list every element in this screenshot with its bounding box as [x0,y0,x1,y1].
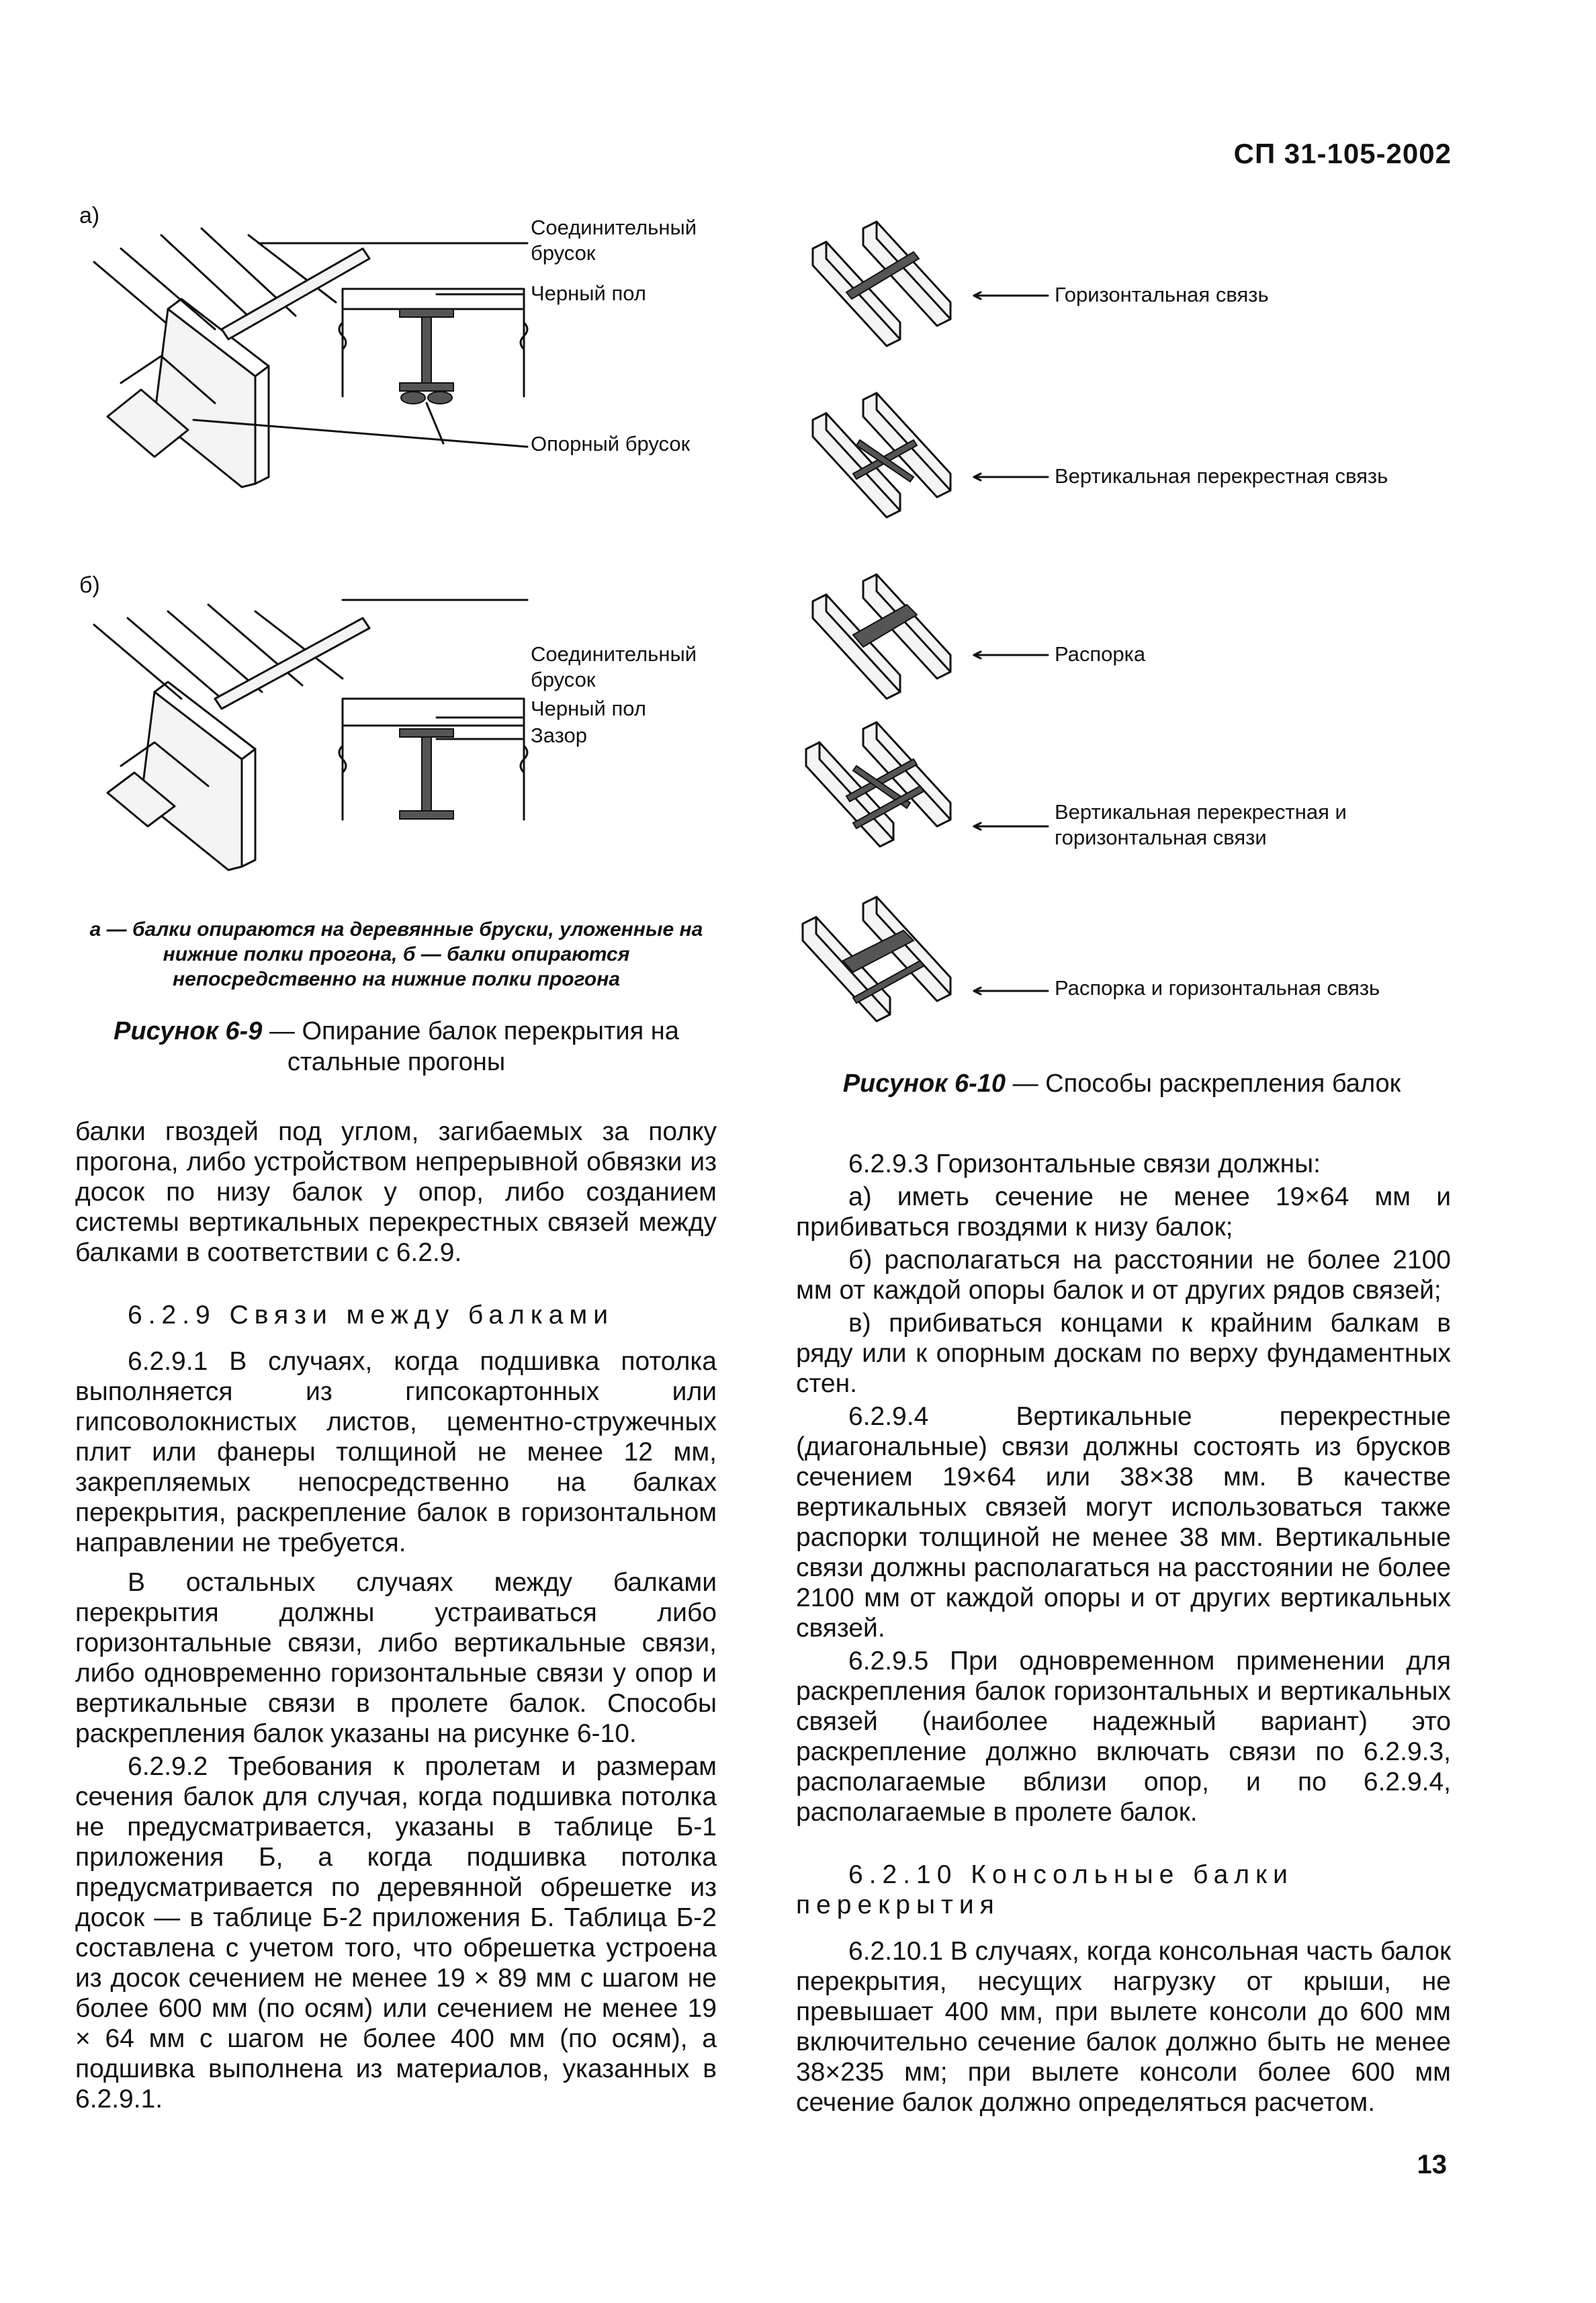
panel-a-label-connector: Соединительный брусок [531,216,697,265]
leader-4 [971,820,1051,833]
figure-6-10-caption [793,1068,1451,1099]
right-column [796,1149,1451,2118]
figure-6-10-label-5: Распорка и горизонтальная связь [1055,976,1380,1000]
figure-6-9a-leaders [416,282,537,309]
document-code: СП 31-105-2002 [1233,138,1452,169]
panel-a-label-support: Опорный брусок [531,432,691,455]
leader-5 [971,984,1051,998]
left-paragraph-continued: балки гвоздей под углом, загибаемых за полку прогона, либо устройством непрерывной обвязки из досок по низу балок у опор, либо созданием системы вертикальных перекрестных связей между балками в соответствии с 6.2.9. [75,1117,717,1267]
leader-1 [971,289,1051,302]
paragraph-6-2-9-5: 6.2.9.5 При одновременном применении для раскрепления балок горизонтальных и вертикальных связей (наиболее надежный вариант) это раскрепление должно включать связи по 6.2.9.3, располагаемые вблизи опор, и по 6.2.9.4, располагаемые в пролете балок. [796,1647,1451,1827]
paragraph-6-2-9-3-b: б) располагаться на расстоянии не более 2100 мм от каждой опоры балок и от других рядов связей; [796,1246,1451,1305]
left-column [75,1117,717,2114]
panel-a-letter: а) [79,203,100,228]
bracing-block-icon [806,574,981,702]
paragraph-6-2-9-3: 6.2.9.3 Горизонтальные связи должны: [848,1149,1321,1178]
panel-b-label-subfloor: Черный пол [531,697,646,720]
figure-6-9-caption-text: — Опирание балок перекрытия на стальные прогоны [262,1017,679,1076]
figure-6-9-caption [71,1016,722,1078]
panel-a-label-subfloor: Черный пол [531,281,646,305]
panel-b-letter: б) [79,572,100,598]
figure-6-10-label-4: Вертикальная перекрестная и горизонтальная связи [1055,800,1347,849]
figure-6-10-caption-number: Рисунок 6-10 [842,1070,1006,1098]
panel-b-label-connector: Соединительный брусок [531,642,697,691]
bracing-vertical-horizontal-icon [799,722,981,857]
paragraph-6-2-9-3-c: в) прибиваться концами к крайним балкам в ряду или к опорным доскам по верху фундаментных стен. [796,1309,1451,1398]
paragraph-6-2-9-2: 6.2.9.2 Требования к пролетам и размерам сечения балок для случая, когда подшивка потолка не предусматривается, указаны в таблице Б-1 приложения Б, а когда подшивка потолка предусматривается по деревянной обрешетке из досок — в таблице Б-2 приложения Б. Таблица Б-2 составлена с учетом того, что обрешетка устроена из досок сечением не менее 19 × 89 мм с шагом не более 600 мм (по осям) или сечением не менее 19 × 64 мм с шагом не более 400 мм (по осям), а подшивка выполнена из материалов, указанных в 6.2.9.1. [75,1752,717,2114]
page-number: 13 [1417,2150,1447,2179]
bracing-horizontal-icon [806,222,981,349]
figure-6-10-label-1: Горизонтальная связь [1055,283,1269,306]
bracing-block-horizontal-icon [796,897,984,1031]
leader-2 [971,470,1051,484]
panel-b-label-gap: Зазор [531,724,587,747]
paragraph-6-2-9-3-a: а) иметь сечение не менее 19×64 мм и прибиваться гвоздями к низу балок; [796,1182,1451,1242]
paragraph-other-cases: В остальных случаях между балками перекрытия должны устраиваться либо горизонтальные связи, либо вертикальные связи, либо одновременно горизонтальные связи у опор и вертикальные связи в пролете балок. Способы раскрепления балок указаны на рисунке 6-10. [75,1568,717,1748]
figure-6-9b-leaders [430,712,531,752]
section-6-2-10-title: 6.2.10 Консольные балки перекрытия [796,1860,1294,1919]
bracing-vertical-cross-icon [806,393,981,521]
leader-3 [971,648,1051,662]
figure-6-10-label-3: Распорка [1055,642,1146,666]
figure-6-10-caption-text: — Способы раскрепления балок [1006,1070,1401,1098]
figure-6-9-caption-number: Рисунок 6-9 [114,1017,263,1045]
paragraph-6-2-9-1: 6.2.9.1 В случаях, когда подшивка потолка выполняется из гипсокартонных или гипсоволокнистых листов, цементно-стружечных плит или фанеры толщиной не менее 12 мм, закрепляемых непосредственно на балках перекрытия, раскрепление балок в горизонтальном направлении не требуется. [75,1347,717,1557]
paragraph-6-2-9-4: 6.2.9.4 Вертикальные перекрестные (диагональные) связи должны состоять из брусков сечением 19×64 или 38×38 мм. В качестве вертикальных связей могут использоваться также распорки толщиной не менее 38 мм. Вертикальные связи должны располагаться на расстоянии не более 2100 мм от каждой опоры и от других вертикальных связей. [796,1402,1451,1643]
figure-6-9-note: а — балки опираются на деревянные бруски, уложенные на нижние полки прогона, б — балки опираются непосредственно на нижние полки прогона [89,918,703,990]
paragraph-6-2-10-1: 6.2.10.1 В случаях, когда консольная часть балок перекрытия, несущих нагрузку от крыши, не превышает 400 мм, при вылете консоли до 600 мм включительно сечение балок должно быть не менее 38×235 мм; при вылете консоли более 600 мм сечение балок должно определяться расчетом. [796,1937,1451,2117]
section-6-2-9-title: 6.2.9 Связи между балками [128,1301,614,1330]
figure-6-10-label-2: Вертикальная перекрестная связь [1055,464,1388,488]
